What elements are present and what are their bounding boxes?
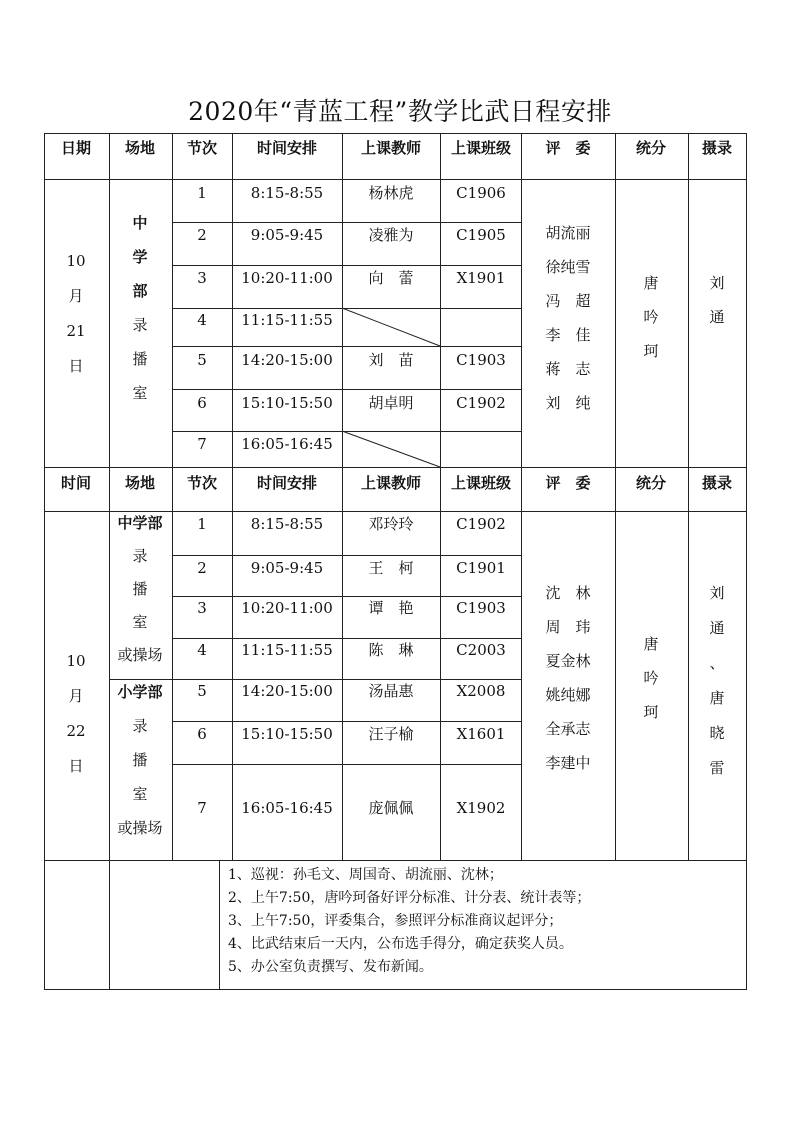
header-cell: 节次 <box>186 139 218 157</box>
venue-cell: 录 <box>132 717 148 735</box>
scorer-cell: 唐 <box>643 635 659 653</box>
class-cell: C1906 <box>456 184 506 202</box>
judge-cell: 蒋 志 <box>545 360 591 378</box>
period-cell: 4 <box>197 311 207 329</box>
recorder-cell: 、 <box>709 654 725 672</box>
scorer-cell: 吟 <box>643 669 659 687</box>
date-cell: 日 <box>68 357 84 375</box>
class-cell: C1902 <box>456 394 506 412</box>
judge-cell: 李 佳 <box>545 326 591 344</box>
class-cell: C1903 <box>456 599 506 617</box>
note-item: 3、上午7:50，评委集合，参照评分标准商议起评分； <box>228 913 563 929</box>
teacher-cell: 刘 苗 <box>368 351 414 369</box>
date-cell: 月 <box>68 287 84 305</box>
header-cell: 日期 <box>60 139 92 157</box>
venue-cell: 室 <box>132 613 148 631</box>
venue-cell: 中学部 <box>117 514 163 532</box>
period-cell: 5 <box>197 682 207 700</box>
class-cell: X2008 <box>456 682 506 700</box>
time-cell: 11:15-11:55 <box>241 641 333 659</box>
header-cell: 上课班级 <box>450 474 512 492</box>
date-cell: 10 <box>66 652 86 670</box>
period-cell: 7 <box>197 799 207 817</box>
venue-cell: 播 <box>132 580 148 598</box>
period-cell: 7 <box>197 435 207 453</box>
period-cell: 3 <box>197 269 207 287</box>
time-cell: 11:15-11:55 <box>241 311 333 329</box>
class-cell: C2003 <box>456 641 506 659</box>
judge-cell: 胡流丽 <box>545 224 591 242</box>
scorer-cell: 吟 <box>643 308 659 326</box>
teacher-cell: 陈 琳 <box>368 641 414 659</box>
class-cell: C1905 <box>456 226 506 244</box>
class-cell: X1601 <box>456 725 506 743</box>
header-cell: 场地 <box>124 139 156 157</box>
date-cell: 月 <box>68 687 84 705</box>
venue-cell: 室 <box>132 785 148 803</box>
class-cell: X1902 <box>456 799 506 817</box>
class-cell: C1902 <box>456 515 506 533</box>
judge-cell: 姚纯娜 <box>545 686 591 704</box>
venue-cell: 或操场 <box>117 646 163 664</box>
header-cell: 统分 <box>635 474 667 492</box>
venue-cell: 部 <box>132 282 148 300</box>
note-item: 5、办公室负责撰写、发布新闻。 <box>228 959 433 975</box>
venue-cell: 学 <box>132 248 148 266</box>
empty-cell-slash <box>342 431 440 467</box>
header-cell: 摄录 <box>701 474 733 492</box>
judge-cell: 刘 纯 <box>545 394 591 412</box>
class-cell: C1901 <box>456 559 506 577</box>
teacher-cell: 凌雅为 <box>368 226 414 244</box>
teacher-cell: 汤晶惠 <box>368 682 414 700</box>
venue-cell: 小学部 <box>117 683 163 701</box>
header-cell: 场地 <box>124 474 156 492</box>
page-title: 2020年“青蓝工程”教学比武日程安排 <box>188 97 612 126</box>
judge-cell: 冯 超 <box>545 292 591 310</box>
note-item: 2、上午7:50，唐吟珂备好评分标准、计分表、统计表等； <box>228 890 591 906</box>
time-cell: 14:20-15:00 <box>241 351 333 369</box>
judge-cell: 夏金林 <box>545 652 591 670</box>
teacher-cell: 谭 艳 <box>368 599 414 617</box>
judge-cell: 李建中 <box>545 754 591 772</box>
recorder-cell: 唐 <box>709 689 725 707</box>
date-cell: 日 <box>68 757 84 775</box>
teacher-cell: 胡卓明 <box>368 394 414 412</box>
venue-cell: 录 <box>132 316 148 334</box>
period-cell: 6 <box>197 725 207 743</box>
note-item: 1、巡视：孙毛文、周国奇、胡流丽、沈林； <box>228 867 503 883</box>
teacher-cell: 邓玲玲 <box>368 515 414 533</box>
recorder-cell: 刘 <box>709 584 725 602</box>
scorer-cell: 珂 <box>643 703 659 721</box>
header-cell: 时间安排 <box>256 139 318 157</box>
header-cell: 节次 <box>186 474 218 492</box>
venue-cell: 室 <box>132 384 148 402</box>
note-item: 4、比武结束后一天内，公布选手得分，确定获奖人员。 <box>228 936 573 952</box>
header-cell: 摄录 <box>701 139 733 157</box>
recorder-cell: 通 <box>709 619 725 637</box>
scorer-cell: 珂 <box>643 342 659 360</box>
venue-cell: 或操场 <box>117 819 163 837</box>
class-cell: C1903 <box>456 351 506 369</box>
scorer-cell: 唐 <box>643 274 659 292</box>
time-cell: 8:15-8:55 <box>250 515 324 533</box>
time-cell: 15:10-15:50 <box>241 725 333 743</box>
venue-cell: 录 <box>132 547 148 565</box>
judge-cell: 周 玮 <box>545 618 591 636</box>
date-cell: 22 <box>66 722 86 740</box>
recorder-cell: 雷 <box>709 759 725 777</box>
venue-cell: 中 <box>132 214 148 232</box>
teacher-cell: 杨林虎 <box>368 184 414 202</box>
recorder-cell: 刘 <box>709 274 725 292</box>
header-cell: 时间安排 <box>256 474 318 492</box>
empty-cell-slash <box>342 308 440 346</box>
period-cell: 6 <box>197 394 207 412</box>
period-cell: 2 <box>197 559 207 577</box>
teacher-cell: 王 柯 <box>368 559 414 577</box>
time-cell: 9:05-9:45 <box>250 559 324 577</box>
period-cell: 3 <box>197 599 207 617</box>
time-cell: 14:20-15:00 <box>241 682 333 700</box>
recorder-cell: 通 <box>709 308 725 326</box>
time-cell: 16:05-16:45 <box>241 435 333 453</box>
header-cell: 上课班级 <box>450 139 512 157</box>
header-cell: 时间 <box>60 474 92 492</box>
header-cell: 上课教师 <box>360 139 422 157</box>
teacher-cell: 汪子榆 <box>368 725 414 743</box>
header-cell: 评 委 <box>545 139 591 157</box>
judge-cell: 徐纯雪 <box>545 258 591 276</box>
time-cell: 8:15-8:55 <box>250 184 324 202</box>
period-cell: 1 <box>197 184 207 202</box>
time-cell: 16:05-16:45 <box>241 799 333 817</box>
time-cell: 10:20-11:00 <box>241 599 333 617</box>
recorder-cell: 晓 <box>709 724 725 742</box>
date-cell: 21 <box>66 322 86 340</box>
judge-cell: 沈 林 <box>545 584 591 602</box>
teacher-cell: 庞佩佩 <box>368 799 414 817</box>
time-cell: 9:05-9:45 <box>250 226 324 244</box>
date-cell: 10 <box>66 252 86 270</box>
venue-cell: 播 <box>132 751 148 769</box>
header-cell: 上课教师 <box>360 474 422 492</box>
period-cell: 4 <box>197 641 207 659</box>
header-cell: 评 委 <box>545 474 591 492</box>
judge-cell: 全承志 <box>545 720 591 738</box>
period-cell: 5 <box>197 351 207 369</box>
header-cell: 统分 <box>635 139 667 157</box>
venue-cell: 播 <box>132 350 148 368</box>
class-cell: X1901 <box>456 269 506 287</box>
time-cell: 15:10-15:50 <box>241 394 333 412</box>
teacher-cell: 向 蕾 <box>368 269 414 287</box>
period-cell: 1 <box>197 515 207 533</box>
time-cell: 10:20-11:00 <box>241 269 333 287</box>
period-cell: 2 <box>197 226 207 244</box>
